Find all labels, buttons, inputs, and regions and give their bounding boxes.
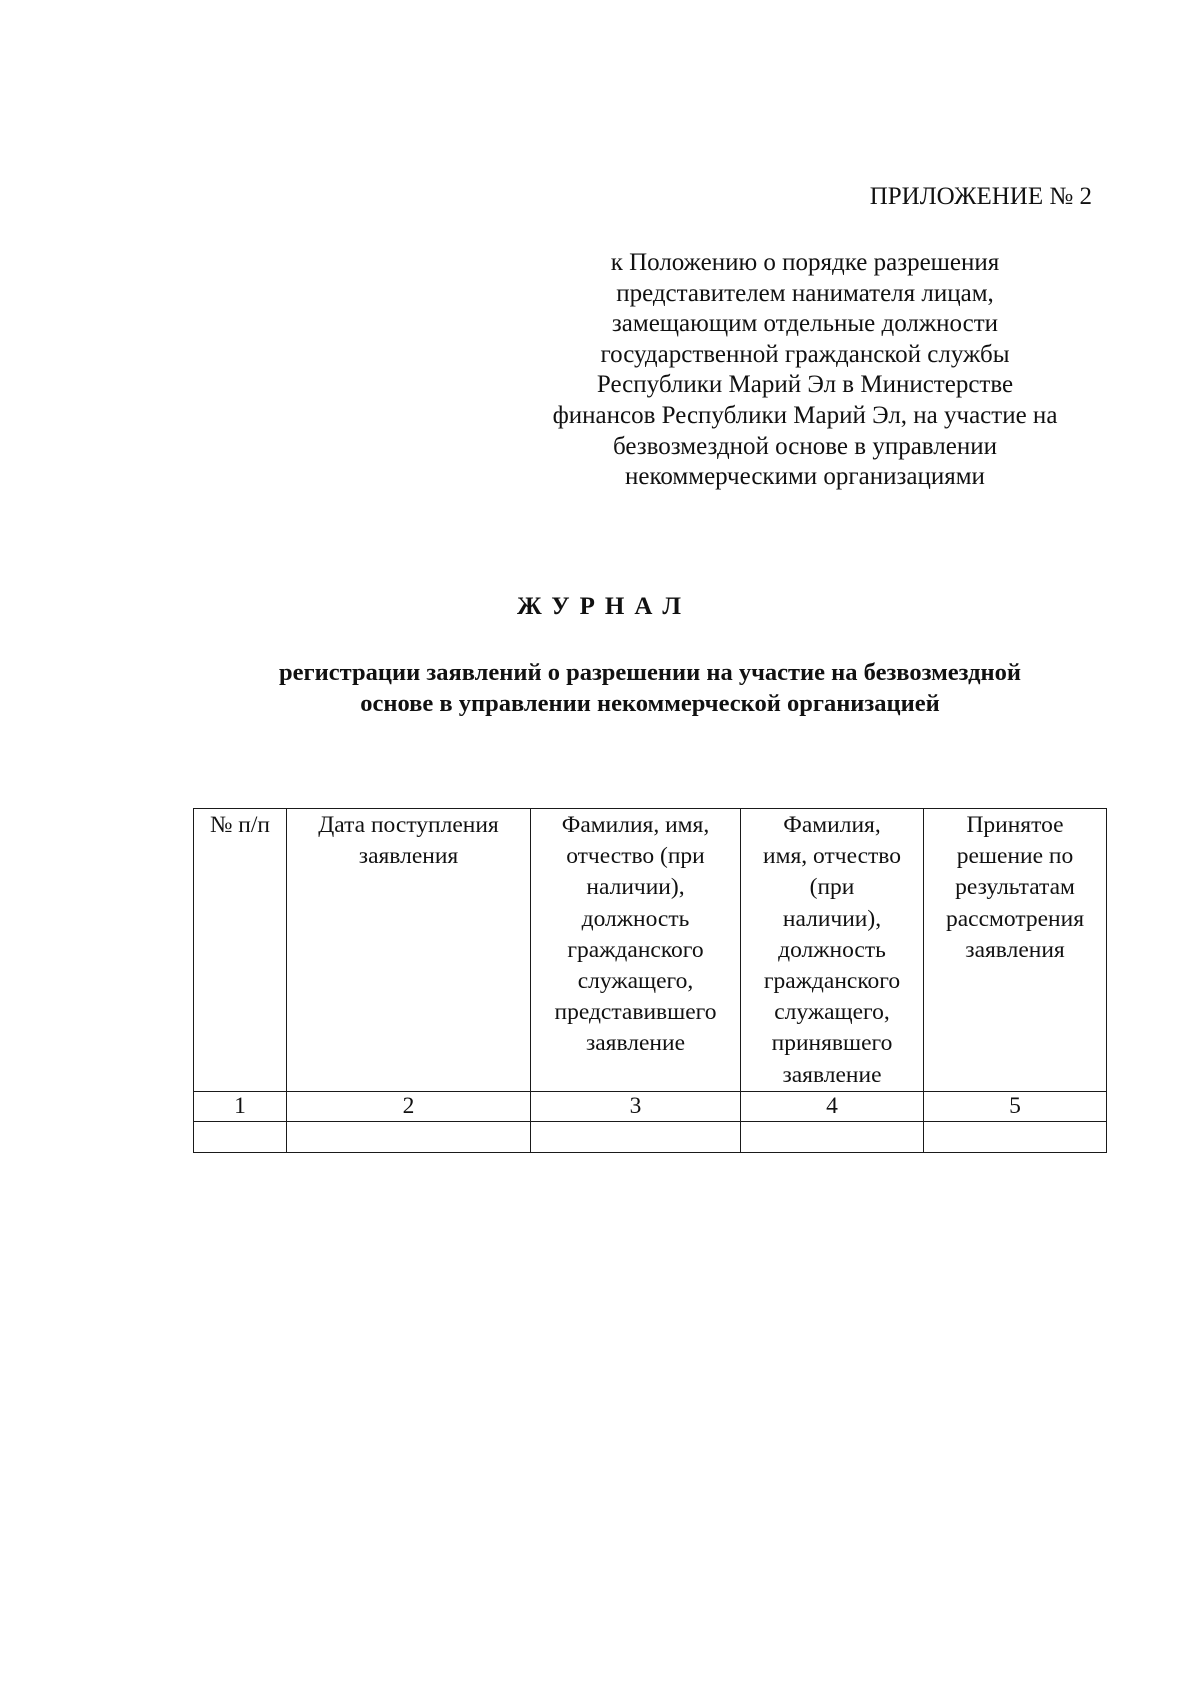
header-line: служащего, (577, 968, 694, 995)
header-line: результатам (955, 874, 1075, 901)
column-number: 2 (287, 1092, 531, 1122)
header-line: гражданского (567, 936, 704, 963)
table-cell (924, 1122, 1107, 1153)
header-cell-submitter (531, 809, 741, 1092)
journal-title: ЖУРНАЛ (516, 593, 692, 620)
appendix-reference-line: некоммерческими организациями (625, 463, 985, 491)
header-line: принявшего (771, 1030, 893, 1057)
header-cell-receipt-date (287, 809, 531, 1092)
appendix-title: ПРИЛОЖЕНИЕ № 2 (869, 183, 1092, 210)
appendix-reference-line: замещающим отдельные должности (611, 310, 999, 338)
column-number: 3 (531, 1092, 741, 1122)
journal-subtitle-line: основе в управлении некоммерческой организацией (360, 690, 940, 717)
header-line: отчество (при (566, 843, 705, 870)
header-line: заявление (585, 1030, 686, 1057)
appendix-reference-line: государственной гражданской службы (600, 340, 1010, 368)
column-number: 5 (924, 1092, 1107, 1122)
header-cell-decision (924, 809, 1107, 1092)
registration-table (193, 808, 1107, 1153)
appendix-reference (500, 248, 1110, 493)
appendix-reference-line: Республики Марий Эл в Министерстве (596, 371, 1014, 399)
header-line: гражданского (763, 968, 901, 995)
table-header-row (194, 809, 1107, 1092)
header-line: № п/п (210, 812, 270, 838)
header-line: должность (581, 905, 690, 932)
header-line: служащего, (774, 999, 890, 1026)
header-cell-receiver (741, 809, 924, 1092)
header-line: представившего (554, 999, 717, 1026)
column-number-row (194, 1092, 1107, 1122)
table-cell (531, 1122, 741, 1153)
table-row (194, 1122, 1107, 1153)
table-cell (287, 1122, 531, 1153)
column-number: 4 (741, 1092, 924, 1122)
header-line: наличии), (586, 874, 685, 901)
header-cell-number (194, 809, 287, 1092)
journal-subtitle (190, 657, 1110, 719)
header-line: решение по (956, 843, 1074, 870)
appendix-reference-line: финансов Республики Марий Эл, на участие на (552, 401, 1058, 429)
header-line: наличии), (782, 905, 882, 932)
header-line: (при (809, 874, 855, 901)
header-line: имя, отчество (763, 843, 901, 870)
journal-subtitle-line: регистрации заявлений о разрешении на участие на безвозмездной (279, 659, 1021, 686)
column-number: 1 (194, 1092, 287, 1122)
header-line: должность (778, 936, 886, 963)
header-line: заявление (782, 1061, 882, 1088)
header-line: рассмотрения (945, 905, 1085, 932)
header-line: заявления (358, 843, 459, 870)
header-line: Фамилия, имя, (561, 812, 710, 838)
header-line: Дата поступления (318, 812, 499, 838)
header-line: Фамилия, (783, 812, 881, 838)
header-line: заявления (965, 936, 1065, 963)
table-cell (741, 1122, 924, 1153)
appendix-reference-line: к Положению о порядке разрешения (610, 249, 1000, 276)
header-line: Принятое (966, 812, 1064, 838)
table-cell (194, 1122, 287, 1153)
appendix-reference-line: представителем нанимателя лицам, (616, 279, 994, 307)
appendix-reference-line: безвозмездной основе в управлении (612, 432, 997, 460)
